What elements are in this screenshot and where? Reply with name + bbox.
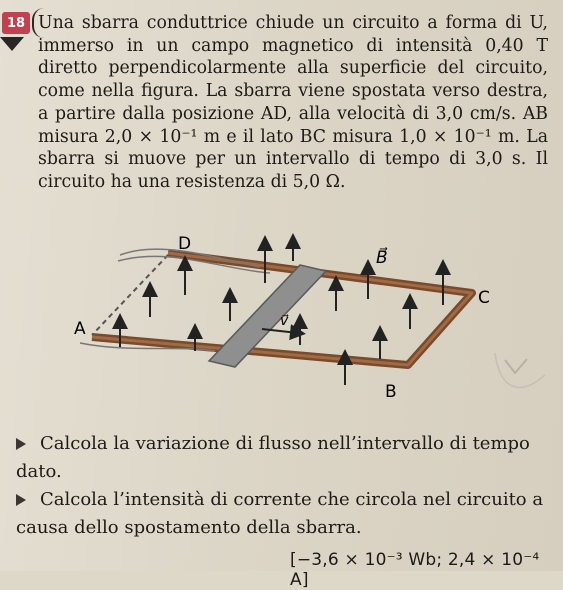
answer-key: [−3,6 × 10⁻³ Wb; 2,4 × 10⁻⁴ A] [290,550,540,590]
label-D: D [178,234,192,254]
question-2-text: Calcola l’intensità di corrente che circola nel circuito a causa dello spostamento della sbarra. [16,489,544,538]
circuit-diagram [0,225,563,425]
label-A: A [74,319,86,339]
label-field-B: B⃗ [376,248,388,268]
bullet-triangle-icon [16,438,26,450]
initial-position-ad [92,255,168,335]
exercise-number: 18 [6,15,26,31]
label-C: C [478,288,490,308]
label-B: B [385,382,397,402]
question-1-text: Calcola la variazione di flusso nell’intervallo di tempo dato. [16,433,530,482]
bullet-triangle-icon [16,494,26,506]
label-velocity-v: v⃗ [280,313,289,329]
exercise-number-badge [2,12,30,34]
question-2 [16,486,546,542]
problem-text: Una sbarra conduttrice chiude un circuito a forma di U, immerso in un campo magnetico di intensità 0,40 T diretto perpendicolarmente alla superficie del circuito, come nella figura. La sbarra viene spostata verso destra, a partire dalla posizione AD, alla velocità di 3,0 cm/s. AB misura 2,0 × 10⁻¹ m e il lato BC misura 1,0 × 10⁻¹ m. La sbarra si muove per un intervallo di tempo di 3,0 s. Il circuito ha una resistenza di 5,0 Ω. [38,13,548,192]
difficulty-diamond-icon [0,37,24,51]
question-1 [16,430,536,486]
